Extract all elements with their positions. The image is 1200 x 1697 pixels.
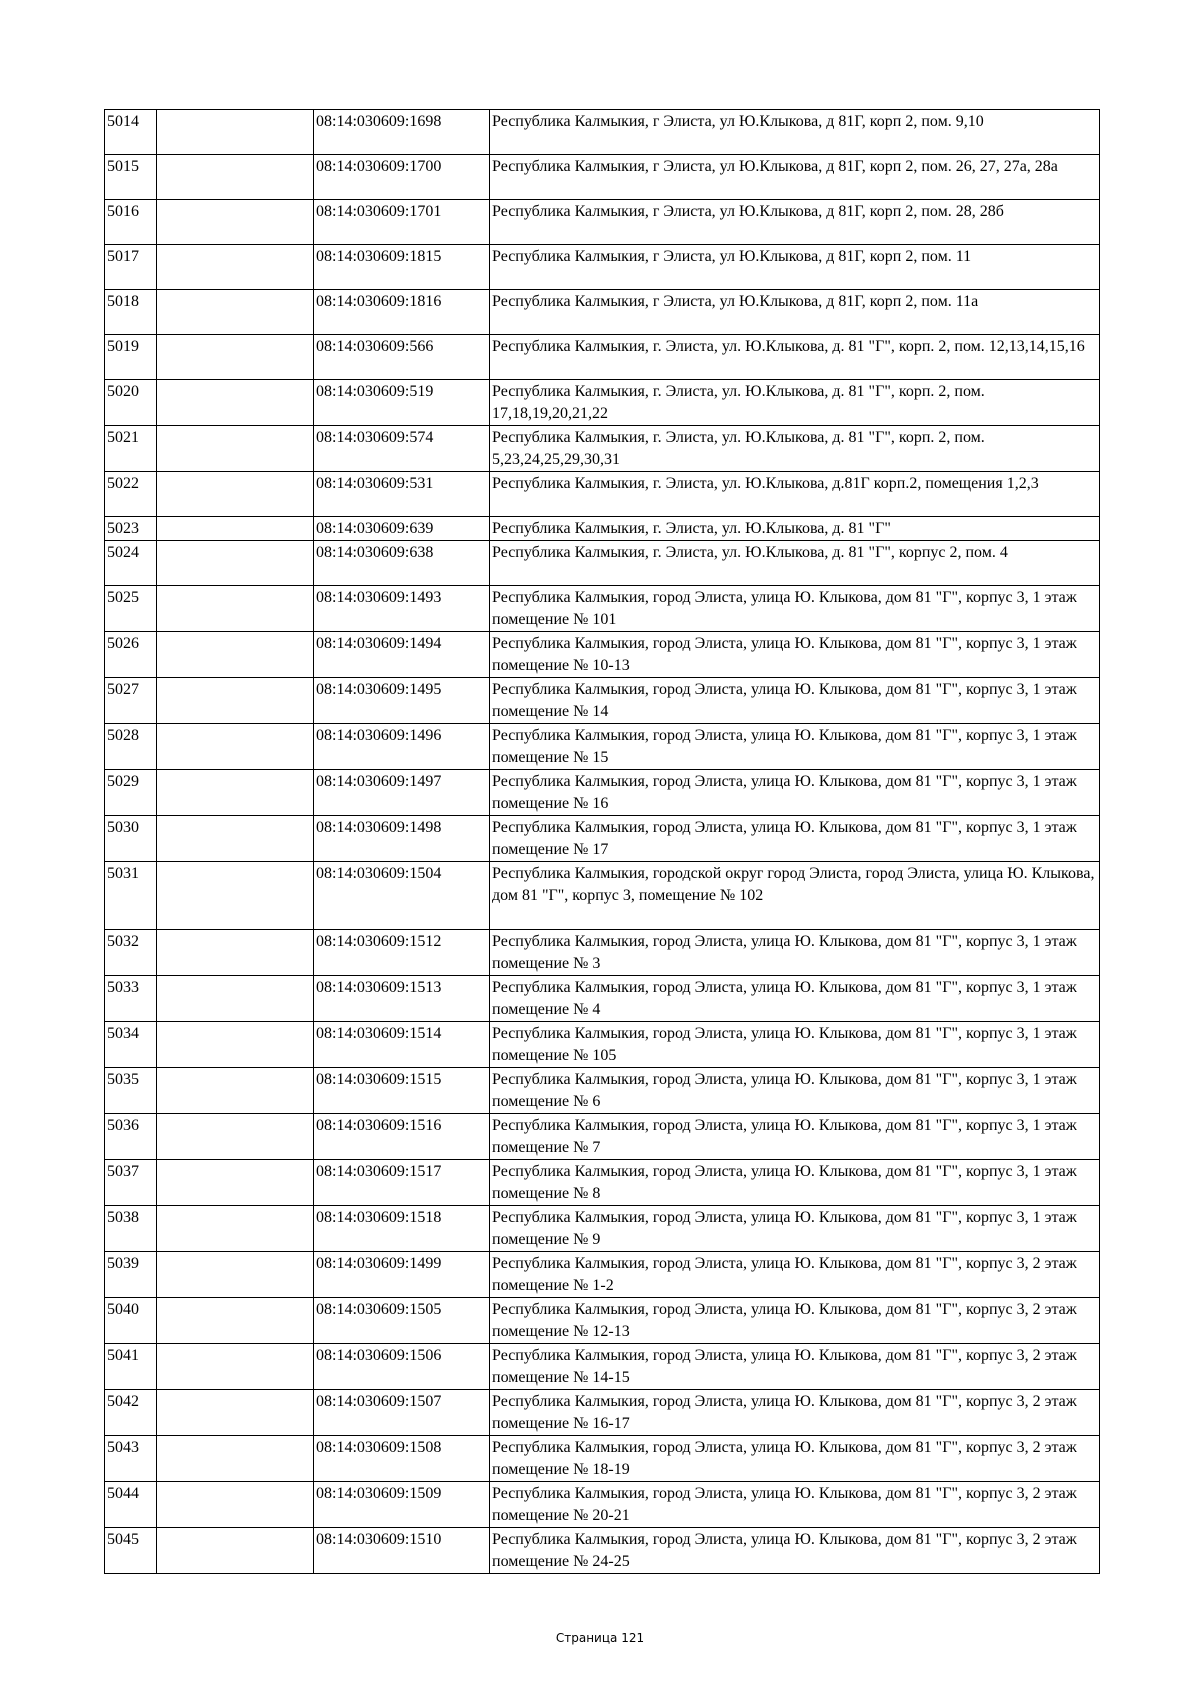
table-row	[105, 1298, 1100, 1344]
empty-cell	[157, 1160, 314, 1206]
address-cell: Республика Калмыкия, г. Элиста, ул. Ю.Клыкова, д. 81 "Г"	[490, 517, 1100, 541]
empty-cell	[157, 1114, 314, 1160]
empty-cell	[157, 290, 314, 335]
row-number-cell: 5021	[105, 426, 157, 472]
cadastral-number-cell: 08:14:030609:1517	[314, 1160, 490, 1206]
empty-cell	[157, 976, 314, 1022]
table-row	[105, 472, 1100, 517]
cadastral-number-cell: 08:14:030609:1510	[314, 1528, 490, 1574]
address-cell: Республика Калмыкия, г. Элиста, ул. Ю.Клыкова, д.81Г корп.2, помещения 1,2,3	[490, 472, 1100, 517]
address-cell: Республика Калмыкия, г Элиста, ул Ю.Клыкова, д 81Г, корп 2, пом. 9,10	[490, 110, 1100, 155]
cadastral-number-cell: 08:14:030609:1509	[314, 1482, 490, 1528]
row-number-cell: 5017	[105, 245, 157, 290]
row-number-cell: 5041	[105, 1344, 157, 1390]
table-row	[105, 1252, 1100, 1298]
table-row	[105, 724, 1100, 770]
row-number-cell: 5038	[105, 1206, 157, 1252]
cadastral-number-cell: 08:14:030609:531	[314, 472, 490, 517]
row-number-cell: 5039	[105, 1252, 157, 1298]
empty-cell	[157, 335, 314, 380]
row-number-cell: 5019	[105, 335, 157, 380]
address-cell: Республика Калмыкия, город Элиста, улица Ю. Клыкова, дом 81 "Г", корпус 3, 2 этаж помещение № 24-25	[490, 1528, 1100, 1574]
empty-cell	[157, 472, 314, 517]
row-number-cell: 5015	[105, 155, 157, 200]
address-cell: Республика Калмыкия, город Элиста, улица Ю. Клыкова, дом 81 "Г", корпус 3, 1 этаж помещение № 16	[490, 770, 1100, 816]
empty-cell	[157, 632, 314, 678]
table-row	[105, 541, 1100, 586]
row-number-cell: 5023	[105, 517, 157, 541]
cadastral-number-cell: 08:14:030609:1499	[314, 1252, 490, 1298]
table-row	[105, 1390, 1100, 1436]
row-number-cell: 5035	[105, 1068, 157, 1114]
table-row	[105, 1160, 1100, 1206]
empty-cell	[157, 1436, 314, 1482]
cadastral-number-cell: 08:14:030609:519	[314, 380, 490, 426]
empty-cell	[157, 1252, 314, 1298]
table-row	[105, 1206, 1100, 1252]
empty-cell	[157, 724, 314, 770]
empty-cell	[157, 1482, 314, 1528]
row-number-cell: 5037	[105, 1160, 157, 1206]
address-cell: Республика Калмыкия, город Элиста, улица Ю. Клыкова, дом 81 "Г", корпус 3, 1 этаж помещение № 105	[490, 1022, 1100, 1068]
row-number-cell: 5033	[105, 976, 157, 1022]
table-row	[105, 426, 1100, 472]
cadastral-number-cell: 08:14:030609:1494	[314, 632, 490, 678]
cadastral-number-cell: 08:14:030609:1515	[314, 1068, 490, 1114]
address-cell: Республика Калмыкия, г. Элиста, ул. Ю.Клыкова, д. 81 "Г", корп. 2, пом. 12,13,14,15,16	[490, 335, 1100, 380]
empty-cell	[157, 1344, 314, 1390]
address-cell: Республика Калмыкия, г. Элиста, ул. Ю.Клыкова, д. 81 "Г", корпус 2, пом. 4	[490, 541, 1100, 586]
address-cell: Республика Калмыкия, город Элиста, улица Ю. Клыкова, дом 81 "Г", корпус 3, 2 этаж помещение № 14-15	[490, 1344, 1100, 1390]
table-row	[105, 200, 1100, 245]
cadastral-number-cell: 08:14:030609:1815	[314, 245, 490, 290]
cadastral-number-cell: 08:14:030609:1504	[314, 862, 490, 930]
table-row	[105, 1344, 1100, 1390]
row-number-cell: 5016	[105, 200, 157, 245]
cadastral-number-cell: 08:14:030609:1496	[314, 724, 490, 770]
row-number-cell: 5020	[105, 380, 157, 426]
row-number-cell: 5031	[105, 862, 157, 930]
cadastral-number-cell: 08:14:030609:1701	[314, 200, 490, 245]
table-row	[105, 380, 1100, 426]
cadastral-number-cell: 08:14:030609:639	[314, 517, 490, 541]
row-number-cell: 5027	[105, 678, 157, 724]
cadastral-number-cell: 08:14:030609:1698	[314, 110, 490, 155]
empty-cell	[157, 1528, 314, 1574]
table-row	[105, 155, 1100, 200]
empty-cell	[157, 110, 314, 155]
address-cell: Республика Калмыкия, город Элиста, улица Ю. Клыкова, дом 81 "Г", корпус 3, 1 этаж помещение № 10-13	[490, 632, 1100, 678]
row-number-cell: 5032	[105, 930, 157, 976]
address-cell: Республика Калмыкия, город Элиста, улица Ю. Клыкова, дом 81 "Г", корпус 3, 1 этаж помещение № 17	[490, 816, 1100, 862]
empty-cell	[157, 1390, 314, 1436]
row-number-cell: 5043	[105, 1436, 157, 1482]
table-row	[105, 517, 1100, 541]
cadastral-number-cell: 08:14:030609:1505	[314, 1298, 490, 1344]
registry-table	[104, 109, 1100, 1574]
empty-cell	[157, 517, 314, 541]
empty-cell	[157, 245, 314, 290]
address-cell: Республика Калмыкия, город Элиста, улица Ю. Клыкова, дом 81 "Г", корпус 3, 1 этаж помещение № 8	[490, 1160, 1100, 1206]
empty-cell	[157, 1206, 314, 1252]
empty-cell	[157, 155, 314, 200]
empty-cell	[157, 541, 314, 586]
empty-cell	[157, 1068, 314, 1114]
cadastral-number-cell: 08:14:030609:1495	[314, 678, 490, 724]
row-number-cell: 5034	[105, 1022, 157, 1068]
cadastral-number-cell: 08:14:030609:1493	[314, 586, 490, 632]
row-number-cell: 5042	[105, 1390, 157, 1436]
cadastral-number-cell: 08:14:030609:1816	[314, 290, 490, 335]
row-number-cell: 5045	[105, 1528, 157, 1574]
row-number-cell: 5029	[105, 770, 157, 816]
row-number-cell: 5040	[105, 1298, 157, 1344]
table-row	[105, 335, 1100, 380]
address-cell: Республика Калмыкия, город Элиста, улица Ю. Клыкова, дом 81 "Г", корпус 3, 2 этаж помещение № 20-21	[490, 1482, 1100, 1528]
cadastral-number-cell: 08:14:030609:1508	[314, 1436, 490, 1482]
table-row	[105, 1114, 1100, 1160]
row-number-cell: 5018	[105, 290, 157, 335]
address-cell: Республика Калмыкия, город Элиста, улица Ю. Клыкова, дом 81 "Г", корпус 3, 2 этаж помещение № 1-2	[490, 1252, 1100, 1298]
cadastral-number-cell: 08:14:030609:1514	[314, 1022, 490, 1068]
cadastral-number-cell: 08:14:030609:1513	[314, 976, 490, 1022]
table-row	[105, 1436, 1100, 1482]
empty-cell	[157, 200, 314, 245]
table-row	[105, 290, 1100, 335]
cadastral-number-cell: 08:14:030609:1518	[314, 1206, 490, 1252]
cadastral-number-cell: 08:14:030609:1507	[314, 1390, 490, 1436]
table-row	[105, 245, 1100, 290]
address-cell: Республика Калмыкия, город Элиста, улица Ю. Клыкова, дом 81 "Г", корпус 3, 1 этаж помещение № 6	[490, 1068, 1100, 1114]
table-row	[105, 1482, 1100, 1528]
table-row	[105, 770, 1100, 816]
address-cell: Республика Калмыкия, город Элиста, улица Ю. Клыкова, дом 81 "Г", корпус 3, 2 этаж помещение № 12-13	[490, 1298, 1100, 1344]
table-row	[105, 862, 1100, 930]
row-number-cell: 5024	[105, 541, 157, 586]
page-number: Страница 121	[555, 1631, 645, 1645]
address-cell: Республика Калмыкия, г Элиста, ул Ю.Клыкова, д 81Г, корп 2, пом. 28, 28б	[490, 200, 1100, 245]
row-number-cell: 5022	[105, 472, 157, 517]
row-number-cell: 5030	[105, 816, 157, 862]
cadastral-number-cell: 08:14:030609:574	[314, 426, 490, 472]
address-cell: Республика Калмыкия, г Элиста, ул Ю.Клыкова, д 81Г, корп 2, пом. 26, 27, 27а, 28а	[490, 155, 1100, 200]
address-cell: Республика Калмыкия, город Элиста, улица Ю. Клыкова, дом 81 "Г", корпус 3, 1 этаж помещение № 7	[490, 1114, 1100, 1160]
table-row	[105, 586, 1100, 632]
empty-cell	[157, 862, 314, 930]
empty-cell	[157, 380, 314, 426]
table-row	[105, 1022, 1100, 1068]
table-row	[105, 816, 1100, 862]
row-number-cell: 5014	[105, 110, 157, 155]
empty-cell	[157, 426, 314, 472]
table-row	[105, 930, 1100, 976]
cadastral-number-cell: 08:14:030609:1516	[314, 1114, 490, 1160]
address-cell: Республика Калмыкия, город Элиста, улица Ю. Клыкова, дом 81 "Г", корпус 3, 1 этаж помещение № 3	[490, 930, 1100, 976]
row-number-cell: 5026	[105, 632, 157, 678]
address-cell: Республика Калмыкия, город Элиста, улица Ю. Клыкова, дом 81 "Г", корпус 3, 2 этаж помещение № 16-17	[490, 1390, 1100, 1436]
table-row	[105, 632, 1100, 678]
address-cell: Республика Калмыкия, город Элиста, улица Ю. Клыкова, дом 81 "Г", корпус 3, 1 этаж помещение № 14	[490, 678, 1100, 724]
table-row	[105, 678, 1100, 724]
address-cell: Республика Калмыкия, город Элиста, улица Ю. Клыкова, дом 81 "Г", корпус 3, 1 этаж помещение № 101	[490, 586, 1100, 632]
address-cell: Республика Калмыкия, город Элиста, улица Ю. Клыкова, дом 81 "Г", корпус 3, 1 этаж помещение № 15	[490, 724, 1100, 770]
registry-table-body	[105, 110, 1100, 1574]
table-row	[105, 110, 1100, 155]
cadastral-number-cell: 08:14:030609:1512	[314, 930, 490, 976]
row-number-cell: 5025	[105, 586, 157, 632]
address-cell: Республика Калмыкия, г Элиста, ул Ю.Клыкова, д 81Г, корп 2, пом. 11а	[490, 290, 1100, 335]
row-number-cell: 5028	[105, 724, 157, 770]
address-cell: Республика Калмыкия, город Элиста, улица Ю. Клыкова, дом 81 "Г", корпус 3, 2 этаж помещение № 18-19	[490, 1436, 1100, 1482]
row-number-cell: 5044	[105, 1482, 157, 1528]
empty-cell	[157, 1022, 314, 1068]
table-row	[105, 1528, 1100, 1574]
address-cell: Республика Калмыкия, г. Элиста, ул. Ю.Клыкова, д. 81 "Г", корп. 2, пом. 5,23,24,25,29,30,31	[490, 426, 1100, 472]
empty-cell	[157, 816, 314, 862]
empty-cell	[157, 770, 314, 816]
cadastral-number-cell: 08:14:030609:1506	[314, 1344, 490, 1390]
address-cell: Республика Калмыкия, г. Элиста, ул. Ю.Клыкова, д. 81 "Г", корп. 2, пом. 17,18,19,20,21,22	[490, 380, 1100, 426]
address-cell: Республика Калмыкия, г Элиста, ул Ю.Клыкова, д 81Г, корп 2, пом. 11	[490, 245, 1100, 290]
cadastral-number-cell: 08:14:030609:1497	[314, 770, 490, 816]
empty-cell	[157, 678, 314, 724]
cadastral-number-cell: 08:14:030609:1498	[314, 816, 490, 862]
table-row	[105, 1068, 1100, 1114]
empty-cell	[157, 930, 314, 976]
cadastral-number-cell: 08:14:030609:1700	[314, 155, 490, 200]
empty-cell	[157, 1298, 314, 1344]
address-cell: Республика Калмыкия, город Элиста, улица Ю. Клыкова, дом 81 "Г", корпус 3, 1 этаж помещение № 9	[490, 1206, 1100, 1252]
table-row	[105, 976, 1100, 1022]
cadastral-number-cell: 08:14:030609:566	[314, 335, 490, 380]
address-cell: Республика Калмыкия, городской округ город Элиста, город Элиста, улица Ю. Клыкова, дом 81 "Г", корпус 3, помещение № 102	[490, 862, 1100, 930]
empty-cell	[157, 586, 314, 632]
address-cell: Республика Калмыкия, город Элиста, улица Ю. Клыкова, дом 81 "Г", корпус 3, 1 этаж помещение № 4	[490, 976, 1100, 1022]
row-number-cell: 5036	[105, 1114, 157, 1160]
cadastral-number-cell: 08:14:030609:638	[314, 541, 490, 586]
